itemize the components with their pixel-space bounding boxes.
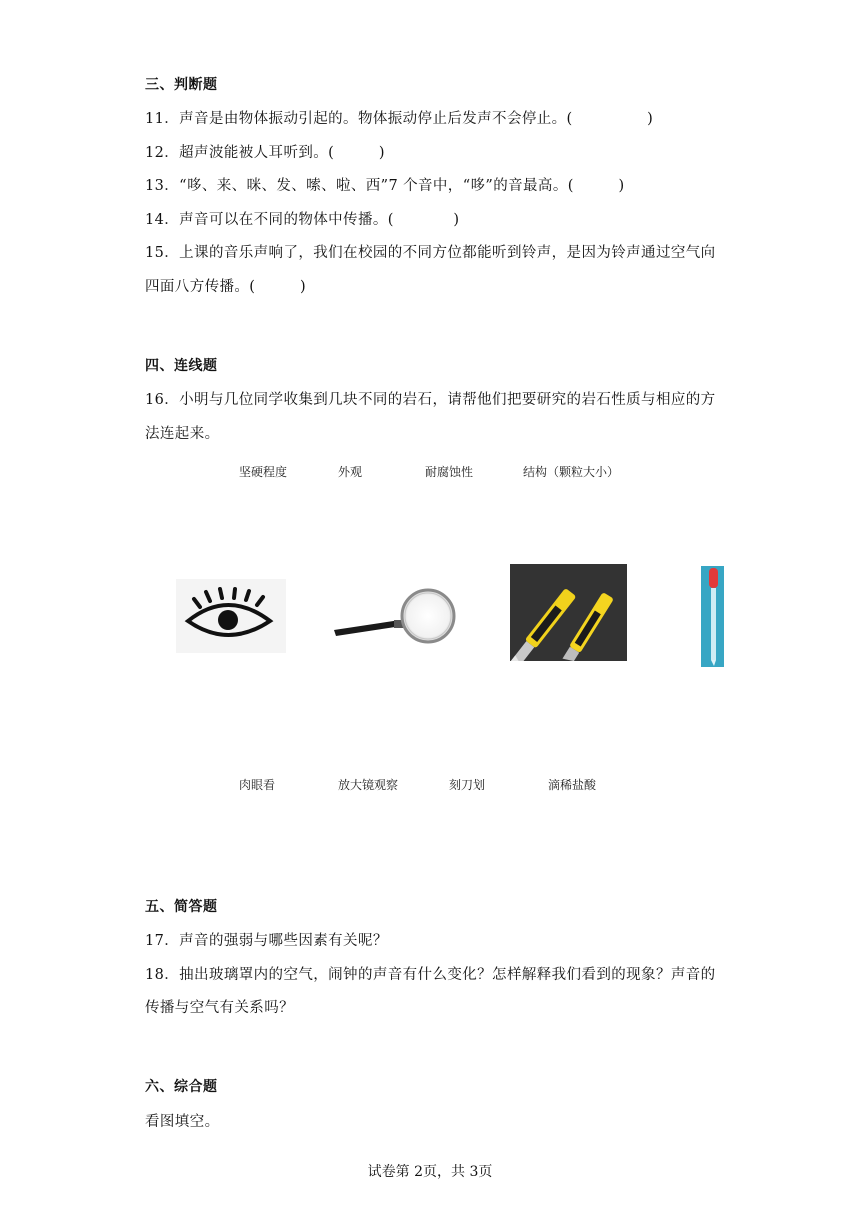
question-14: 14．声音可以在不同的物体中传播。( ) — [145, 212, 460, 228]
property-label-hardness: 坚硬程度 — [239, 465, 288, 479]
question-17: 17．声音的强弱与哪些因素有关呢？ — [145, 933, 388, 949]
magnifier-picture — [330, 578, 458, 650]
knife-picture — [510, 564, 627, 661]
question-13: 13．“哆、来、咪、发、嗦、啦、西”7 个音中，“哆”的音最高。( ) — [145, 178, 625, 194]
section-title-judgement: 三、判断题 — [145, 77, 218, 93]
utility-knife-icon — [510, 564, 627, 661]
method-label-acid: 滴稀盐酸 — [548, 778, 597, 792]
question-11: 11．声音是由物体振动引起的。物体振动停止后发声不会停止。( ) — [145, 111, 654, 127]
section-title-short-answer: 五、简答题 — [145, 899, 218, 915]
property-label-appearance: 外观 — [338, 465, 363, 479]
question-16-line2: 法连起来。 — [145, 426, 220, 442]
eye-picture — [176, 579, 286, 653]
method-label-naked-eye: 肉眼看 — [239, 778, 276, 792]
question-18-line2: 传播与空气有关系吗？ — [145, 1000, 294, 1016]
method-label-magnifier: 放大镜观察 — [338, 778, 399, 792]
question-15-line2: 四面八方传播。( ) — [145, 279, 307, 295]
question-15-line1: 15．上课的音乐声响了，我们在校园的不同方位都能听到铃声，是因为铃声通过空气向 — [145, 245, 716, 261]
dropper-picture — [701, 566, 724, 667]
question-16-line1: 16．小明与几位同学收集到几块不同的岩石，请帮他们把要研究的岩石性质与相应的方 — [145, 392, 716, 408]
dropper-icon — [701, 566, 724, 667]
magnifying-glass-icon — [330, 578, 458, 650]
question-12: 12．超声波能被人耳听到。( ) — [145, 145, 385, 161]
property-label-structure: 结构（颗粒大小） — [523, 465, 620, 479]
method-label-knife: 刻刀划 — [449, 778, 486, 792]
property-label-corrosion: 耐腐蚀性 — [425, 465, 474, 479]
section-title-matching: 四、连线题 — [145, 358, 218, 374]
page-footer: 试卷第 2页，共 3页 — [367, 1164, 493, 1180]
eye-icon — [176, 579, 286, 653]
section-title-comprehensive: 六、综合题 — [145, 1079, 218, 1095]
question-18-line1: 18．抽出玻璃罩内的空气，闹钟的声音有什么变化？怎样解释我们看到的现象？声音的 — [145, 967, 716, 983]
instruction-fill-blank: 看图填空。 — [145, 1114, 220, 1130]
